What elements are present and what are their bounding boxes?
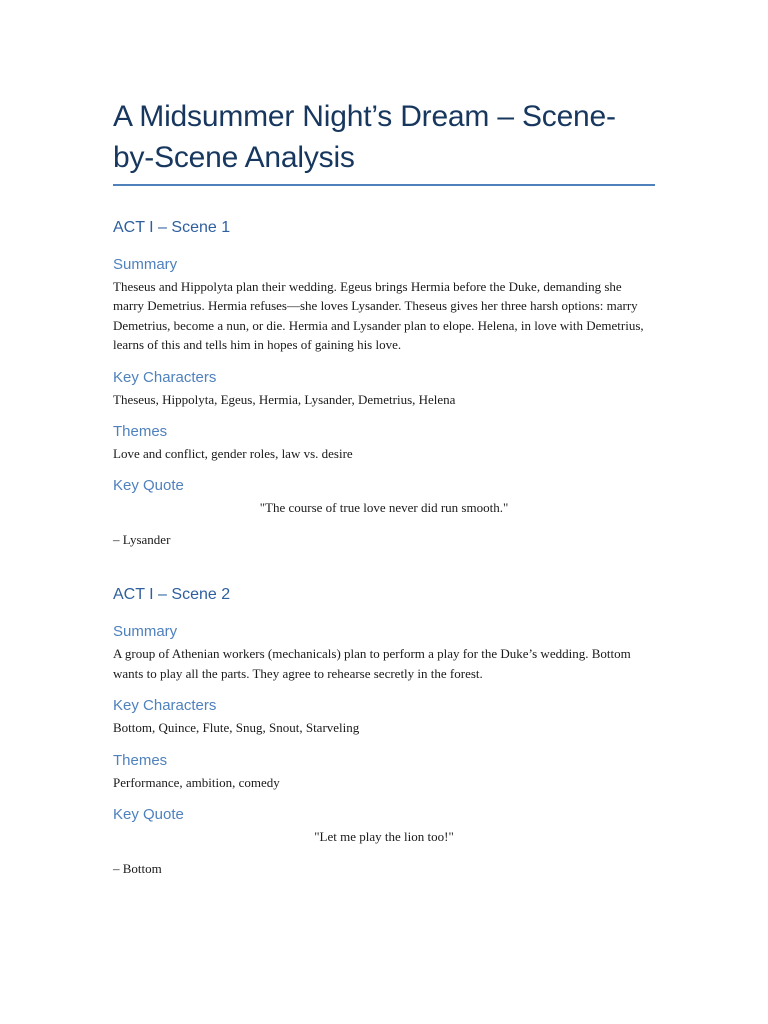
themes-text: Love and conflict, gender roles, law vs. desire <box>113 446 353 462</box>
themes-heading: Themes <box>113 751 168 769</box>
summary-heading: Summary <box>113 256 178 273</box>
document-page <box>113 96 655 878</box>
key-characters-text: Theseus, Hippolyta, Egeus, Hermia, Lysander, Demetrius, Helena <box>113 391 456 407</box>
document-title <box>113 96 655 184</box>
themes-heading: Themes <box>113 423 168 441</box>
key-characters-heading: Key Characters <box>113 368 217 386</box>
summary-text: Theseus and Hippolyta plan their wedding. Egeus brings Hermia before the Duke, demanding she marry Demetrius. Hermia refuses—she loves Lysander. Theseus gives her three harsh options: marry Demetrius, become a nun, or die. Hermia and Lysander plan to elope. Helena, in love with Demetrius, learns of this and tells him in hopes of gaining his love. <box>113 279 644 353</box>
key-quote-text: "Let me play the lion too!" <box>314 829 454 845</box>
document-title-line-1: A Midsummer Night’s Dream – Scene- <box>113 100 616 133</box>
scene-heading: ACT I – Scene 1 <box>113 219 231 236</box>
key-characters-heading: Key Characters <box>113 697 217 715</box>
key-quote-text: "The course of true love never did run smooth." <box>259 500 509 516</box>
title-divider <box>113 184 655 186</box>
key-characters-text: Bottom, Quince, Flute, Snug, Snout, Starveling <box>113 720 360 736</box>
document-title-line-2: by-Scene Analysis <box>113 141 355 174</box>
summary-text: A group of Athenian workers (mechanicals) plan to perform a play for the Duke’s wedding. Bottom wants to play all the parts. They agree to rehearse secretly in the forest. <box>113 646 631 681</box>
key-quote-heading: Key Quote <box>113 477 184 495</box>
quote-attribution: – Lysander <box>113 532 171 548</box>
scene-section-act1-scene1 <box>113 218 655 549</box>
scene-section-act1-scene2 <box>113 585 655 878</box>
summary-heading: Summary <box>113 623 178 641</box>
themes-text: Performance, ambition, comedy <box>113 774 280 790</box>
scene-heading: ACT I – Scene 2 <box>113 586 231 604</box>
key-quote-heading: Key Quote <box>113 806 184 824</box>
quote-attribution: – Bottom <box>113 861 162 877</box>
